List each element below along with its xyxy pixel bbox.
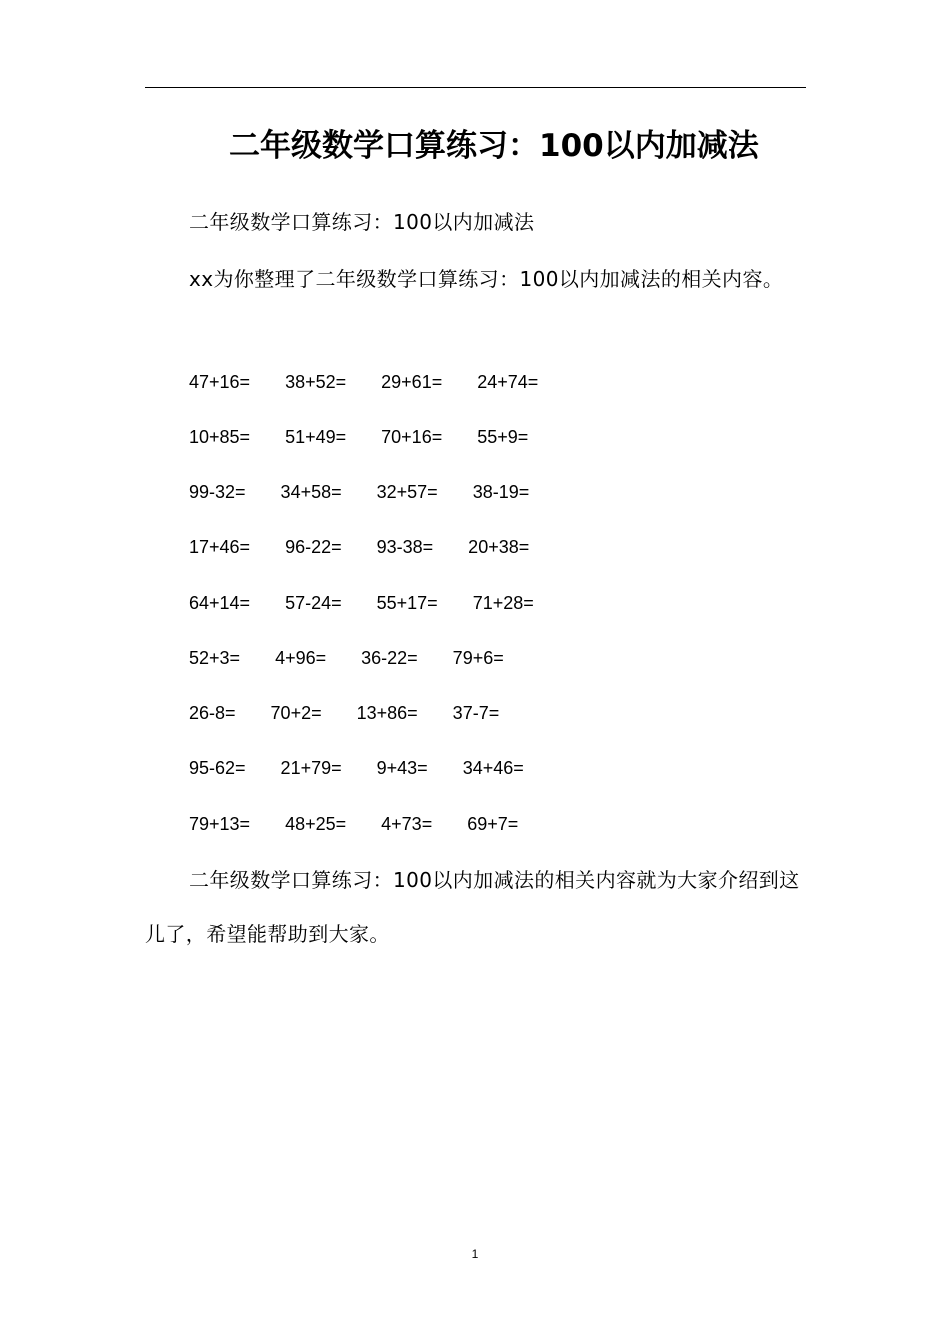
intro-title-paragraph: 二年级数学口算练习：100以内加减法 (189, 210, 535, 234)
exercise-row: 10+85= 51+49= 70+16= 55+9= (189, 427, 529, 447)
exercise-row: 99-32= 34+58= 32+57= 38-19= (189, 482, 530, 502)
exercise-row: 52+3= 4+96= 36-22= 79+6= (189, 648, 504, 668)
exercise-row: 26-8= 70+2= 13+86= 37-7= (189, 703, 500, 723)
exercise-row: 64+14= 57-24= 55+17= 71+28= (189, 593, 534, 613)
intro-paragraph: xx为你整理了二年级数学口算练习：100以内加减法的相关内容。 (189, 267, 784, 291)
document-title: 二年级数学口算练习：100以内加减法 (229, 128, 759, 164)
header-rule (145, 87, 806, 88)
exercise-row: 79+13= 48+25= 4+73= 69+7= (189, 814, 519, 834)
page-number: 1 (471, 1247, 479, 1261)
closing-paragraph: 二年级数学口算练习：100以内加减法的相关内容就为大家介绍到这儿了，希望能帮助到大家。 (145, 868, 800, 946)
exercise-row: 17+46= 96-22= 93-38= 20+38= (189, 537, 530, 557)
exercise-row: 47+16= 38+52= 29+61= 24+74= (189, 372, 539, 392)
exercise-row: 95-62= 21+79= 9+43= 34+46= (189, 758, 524, 778)
